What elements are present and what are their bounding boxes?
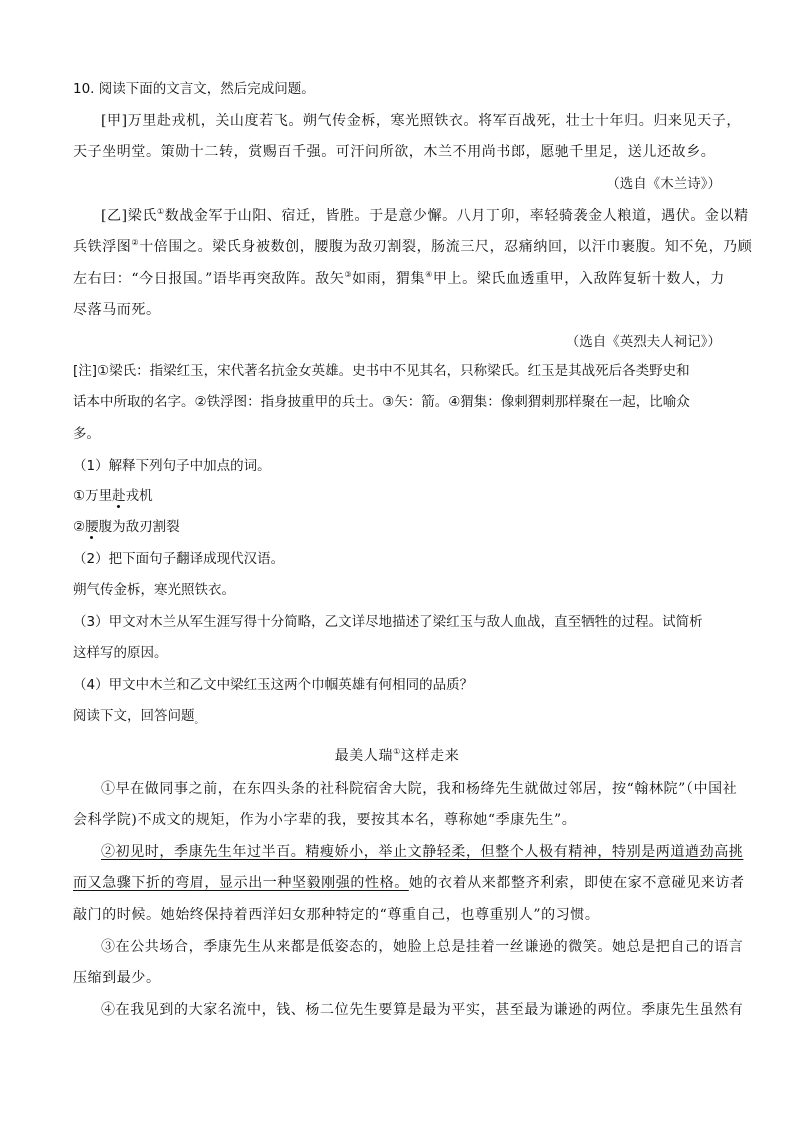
passage-jia-line: 天子坐明堂。策勋十二转，赏赐百千强。可汗问所欲，木兰不用尚书郎，愿驰千里足，送儿还故乡。 <box>73 144 716 160</box>
footnote-marker: ① <box>393 747 401 756</box>
reading-paragraph-line: ③在公共场合，季康先生从来都是低姿态的，她脸上总是挂着一丝谦逊的微笑。她总是把自己的语言 <box>101 939 744 955</box>
passage-yi-line: 尽落马而死。 <box>73 302 161 318</box>
passage-jia-line: [甲]万里赴戎机，关山度若飞。朔气传金柝，寒光照铁衣。将军百战死，壮士十年归。归来见天子， <box>101 113 741 129</box>
note-line: 话本中所取的名字。②铁浮图：指身披重甲的兵士。③矢：箭。④猬集：像刺猬刺那样聚在一起，比喻众 <box>73 394 690 410</box>
reading-paragraph-line: ①早在做同事之前，在东四头条的社科院宿舍大院，我和杨绛先生就做过邻居，按“翰林院”（中国社 <box>101 781 738 797</box>
text-span: 数战金军于山阳、宿迁，皆胜。于是意少懈。八月丁卯，率轻骑袭金人粮道，遇伏。金以精 <box>164 208 749 224</box>
text-span: 。 <box>194 716 204 726</box>
subquestion-3-line: 这样写的原因。 <box>73 645 168 661</box>
reading-title <box>0 746 794 766</box>
underlined-sentence: 而又急骤下折的弯眉，显示出一种坚毅刚强的性格。 <box>73 875 409 891</box>
text-span: 腹为敌刃割裂 <box>98 519 180 535</box>
note-line: [注]①梁氏：指梁红玉，宋代著名抗金女英雄。史书中不见其名，只称梁氏。红玉是其战死后各类野史和 <box>73 363 690 379</box>
passage-yi-line <box>73 269 723 289</box>
passage-yi-line <box>73 237 753 257</box>
footnote-marker: ④ <box>425 270 433 279</box>
subquestion-3-line: （3）甲文对木兰从军生涯写得十分简略，乙文详尽地描述了梁红玉与敌人血战，直至牺牲的过程。试简析 <box>73 614 703 630</box>
subquestion-1-item-b <box>73 517 723 537</box>
text-span: 阅读下文，回答问题 <box>73 708 195 724</box>
reading-paragraph-line: 会科学院)不成文的规矩，作为小字辈的我，要按其本名，尊称她“季康先生”。 <box>73 812 577 828</box>
footnote-marker: ② <box>131 238 140 247</box>
reading-paragraph-line: 压缩到最少。 <box>73 970 161 986</box>
text-span: 兵铁浮图 <box>73 239 132 255</box>
text-span: 最美人瑞 <box>334 748 394 764</box>
reading-intro <box>73 706 723 731</box>
subquestion-1-item-a <box>73 486 723 506</box>
passage-yi-source: （选自《英烈夫人祠记》） <box>565 334 721 350</box>
text-span: 她的衣着从来都整齐利索，即使在家不意碰见来访者 <box>408 875 745 891</box>
text-span: 甲上。梁氏血透重甲，入敌阵复斩十数人，力 <box>432 271 725 287</box>
question-10-title: 10. 阅读下面的文言文，然后完成问题。 <box>73 81 315 97</box>
text-span: [乙]梁氏 <box>101 208 157 224</box>
subquestion-2-label: （2）把下面句子翻译成现代汉语。 <box>73 551 285 567</box>
subquestion-4-label: （4）甲文中木兰和乙文中梁红玉这两个巾帼英雄有何相同的品质？ <box>73 677 474 693</box>
dotted-word: 腰 <box>85 519 99 535</box>
text-span: 十倍围之。梁氏身被数创，腰腹为敌刃割裂，肠流三尺，忍痛纳回，以汗巾裹腹。知不免，乃顾 <box>139 239 753 255</box>
text-span: ①万里 <box>73 488 113 504</box>
footnote-marker: ③ <box>344 270 353 279</box>
text-span: 这样走来 <box>400 748 460 764</box>
text-span: ② <box>73 519 86 535</box>
reading-paragraph-line: 敲门的时候。她始终保持着西洋妇女那种特定的“尊重自己，也尊重别人”的习惯。 <box>73 907 600 923</box>
text-span: 左右曰：“今日报国。”语毕再突敌阵。敌矢 <box>73 271 345 287</box>
subquestion-2-text: 朔气传金柝，寒光照铁衣。 <box>73 582 235 598</box>
note-line: 多。 <box>73 426 100 442</box>
passage-jia-source: （选自《木兰诗》） <box>606 176 721 192</box>
passage-yi-line <box>101 206 751 226</box>
reading-paragraph-line: ②初见时，季康先生年过半百。精瘦娇小，举止文静轻柔，但整个人极有精神，特别是两道遒劲高挑 <box>101 844 744 860</box>
reading-paragraph-line: ④在我见到的大家名流中，钱、杨二位先生要算是最为平实，甚至最为谦逊的两位。季康先生虽然有 <box>101 1002 744 1018</box>
text-span: 如雨，猬集 <box>352 271 426 287</box>
dotted-word: 赴 <box>112 488 126 504</box>
reading-paragraph-line <box>73 873 745 893</box>
text-span: 戎机 <box>125 488 153 504</box>
subquestion-1-label: （1）解释下列句子中加点的词。 <box>73 458 271 474</box>
footnote-marker: ① <box>156 207 165 216</box>
